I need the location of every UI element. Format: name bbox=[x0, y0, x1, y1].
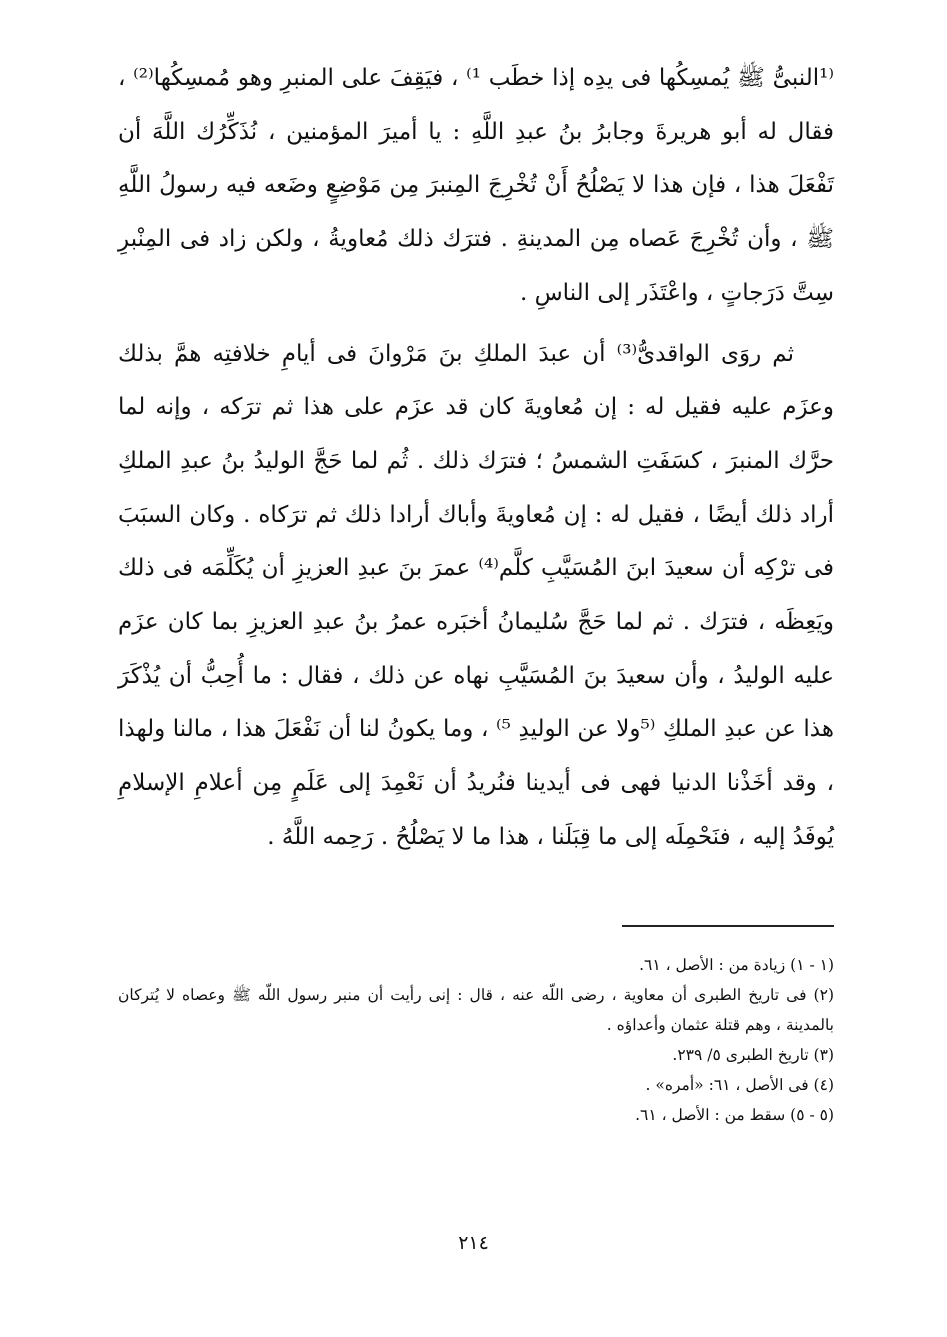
footnote: (٢) فى تاريخ الطبرى أن معاوية ، رضى اللّه عنه ، قال : إنى رأيت أن منبر رسول اللّه ﷺ وعصاه لا يُتركان بالمدينة ، وهم قتلة عثمان وأعداؤه . bbox=[118, 986, 834, 1034]
footnote: (٣) تاريخ الطبرى ٥/ ٢٣٩. bbox=[672, 1046, 834, 1064]
paragraph: ⁽¹النبىُّ ﷺ يُمسِكُها فى يدِه إذا خطَب ¹⁾ ، فيَقِفَ على المنبرِ وهو مُمسِكُها⁽²⁾ ، فقال له أبو هريرةَ وجابرُ بنُ عبدِ اللَّهِ : يا أميرَ المؤمنين ، نُذَكِّرُك اللَّهَ أن تَفْعَلَ هذا ، فإن هذا لا يَصْلُحُ أَنْ تُخْرِجَ المِنبرَ مِن مَوْضِعٍ وضَعه فيه رسولُ اللَّهِ ﷺ ، وأن تُخْرِجَ عَصاه مِن المدينةِ . فترَك ذلك مُعاويةُ ، ولكن زاد فى المِنْبرِ سِتَّ دَرَجاتٍ ، واعْتَذَر إلى الناسِ . bbox=[118, 65, 834, 306]
page-number: ٢١٤ bbox=[458, 1232, 489, 1254]
footnote: (١ - ١) زيادة من : الأصل ، ٦١. bbox=[639, 956, 834, 974]
footnote: (٥ - ٥) سقط من : الأصل ، ٦١. bbox=[635, 1106, 834, 1124]
footnote-separator bbox=[622, 925, 834, 927]
main-text bbox=[118, 52, 834, 865]
paragraph: ثم روَى الواقدىُّ⁽³⁾ أن عبدَ الملكِ بنَ مَرْوانَ فى أيامِ خلافتِه همَّ بذلك وعزَم عليه فقيل له : إن مُعاويةَ كان قد عزَم على هذا ثم ترَكه ، وإنه لما حرَّك المنبرَ ، كسَفَتِ الشمسُ ؛ فترَك ذلك . ثُم لما حَجَّ الوليدُ بنُ عبدِ الملكِ أراد ذلك أيضًا ، فقيل له : إن مُعاويةَ وأباك أرادا ذلك ثم ترَكاه . وكان السبَبَ فى ترْكِه أن سعيدَ ابنَ المُسَيَّبِ كلَّم⁽⁴⁾ عمرَ بنَ عبدِ العزيزِ أن يُكَلِّمَه فى ذلك ويَعِظَه ، فترَك . ثم لما حَجَّ سُليمانُ أخبَره عمرُ بنُ عبدِ العزيزِ بما كان عزَم عليه الوليدُ ، وأن سعيدَ بنَ المُسَيَّبِ نهاه عن ذلك ، فقال : ما أُحِبُّ أن يُذْكَرَ هذا عن عبدِ الملكِ ⁽⁵ولا عن الوليدِ ⁵⁾ ، وما يكونُ لنا أن نَفْعَلَ هذا ، مالنا ولهذا ، وقد أخَذْنا الدنيا فهى فى أيدينا فنُريدُ أن نَعْمِدَ إلى عَلَمٍ مِن أعلامِ الإسلامِ يُوفَدُ إليه ، فنَحْمِلَه إلى ما قِبَلَنا ، هذا ما لا يَصْلُحُ . رَحِمه اللَّهُ . bbox=[118, 340, 835, 850]
footnotes bbox=[118, 950, 834, 1130]
footnote: (٤) فى الأصل ، ٦١: «أمره» . bbox=[645, 1076, 834, 1094]
